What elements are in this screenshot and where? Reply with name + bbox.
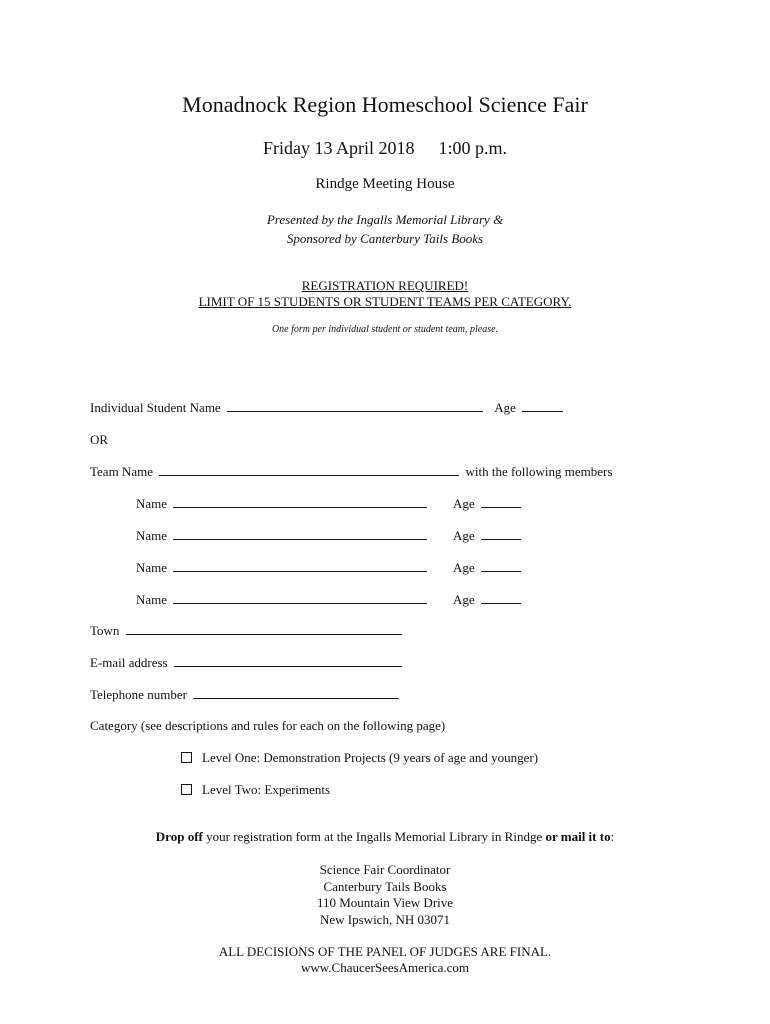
event-venue: Rindge Meeting House	[315, 176, 455, 192]
category-option[interactable]	[181, 782, 330, 798]
address-line: 110 Mountain View Drive	[316, 895, 454, 910]
email-row	[90, 655, 405, 671]
member-age-label: Age	[453, 560, 475, 575]
presented-by: Presented by the Ingalls Memorial Library &	[266, 212, 504, 227]
team-name-label: Team Name	[90, 464, 153, 479]
colon: :	[610, 829, 615, 844]
member-age	[453, 560, 524, 576]
individual-age-field[interactable]	[522, 400, 563, 412]
checkbox-level-one[interactable]	[181, 752, 192, 763]
drop-off-text: your registration form at the Ingalls Memorial Library in Rindge	[206, 829, 543, 844]
member-age-label: Age	[453, 496, 475, 511]
member-age	[453, 496, 524, 512]
address-line: Science Fair Coordinator	[319, 862, 451, 877]
mailing-address	[0, 862, 770, 928]
registration-limit: LIMIT OF 15 STUDENTS OR STUDENT TEAMS PER CATEGORY.	[198, 294, 572, 309]
member-row	[136, 560, 430, 576]
checkbox-level-two[interactable]	[181, 784, 192, 795]
member-name-label: Name	[136, 560, 168, 575]
individual-student-row	[90, 400, 566, 416]
sponsored-by: Sponsored by Canterbury Tails Books	[286, 231, 484, 246]
member-row	[136, 496, 430, 512]
one-form-note: One form per individual student or student team, please.	[271, 324, 499, 335]
town-field[interactable]	[126, 623, 402, 635]
member-name-field[interactable]	[173, 592, 427, 604]
individual-age-label: Age	[494, 400, 516, 415]
option-level-two-label: Level Two: Experiments	[202, 782, 331, 797]
phone-field[interactable]	[193, 687, 399, 699]
address-line: New Ipswich, NH 03071	[320, 911, 450, 927]
town-label: Town	[90, 623, 120, 638]
registration-required: REGISTRATION REQUIRED!	[301, 278, 469, 293]
option-level-one-label: Level One: Demonstration Projects (9 years of age and younger)	[202, 750, 539, 765]
phone-row	[90, 687, 402, 703]
drop-off-bold: Drop off	[155, 829, 203, 844]
individual-student-name-field[interactable]	[227, 400, 483, 412]
footer	[0, 944, 770, 976]
member-age-field[interactable]	[481, 496, 521, 508]
member-name-label: Name	[136, 592, 168, 607]
sponsor-block	[0, 210, 770, 248]
member-row	[136, 528, 430, 544]
member-age-field[interactable]	[481, 528, 521, 540]
member-name-field[interactable]	[173, 528, 427, 540]
drop-off-instructions	[0, 829, 770, 845]
team-suffix: with the following members	[465, 464, 613, 479]
mail-bold: or mail it to	[545, 829, 611, 844]
address-line: Canterbury Tails Books	[323, 878, 447, 894]
member-age-field[interactable]	[481, 560, 521, 572]
event-date: Friday 13 April 2018	[262, 138, 415, 158]
team-row	[90, 464, 612, 480]
member-name-label: Name	[136, 528, 168, 543]
category-label: Category (see descriptions and rules for each on the following page)	[90, 718, 446, 733]
category-option[interactable]	[181, 750, 538, 766]
email-field[interactable]	[174, 655, 402, 667]
member-name-field[interactable]	[173, 560, 427, 572]
judges-final-notice: ALL DECISIONS OF THE PANEL OF JUDGES ARE FINAL.	[218, 944, 552, 959]
registration-notice	[0, 278, 770, 310]
town-row	[90, 623, 405, 639]
member-age	[453, 592, 524, 608]
member-age	[453, 528, 524, 544]
member-name-field[interactable]	[173, 496, 427, 508]
event-time: 1:00 p.m.	[438, 138, 507, 158]
page-title: Monadnock Region Homeschool Science Fair	[182, 92, 588, 117]
team-name-field[interactable]	[159, 464, 459, 476]
phone-label: Telephone number	[90, 687, 187, 702]
event-datetime	[0, 138, 770, 159]
individual-student-label: Individual Student Name	[90, 400, 221, 415]
member-age-label: Age	[453, 592, 475, 607]
member-age-label: Age	[453, 528, 475, 543]
member-row	[136, 592, 430, 608]
or-label: OR	[90, 432, 109, 447]
member-age-field[interactable]	[481, 592, 521, 604]
website-link[interactable]: www.ChaucerSeesAmerica.com	[300, 960, 470, 975]
email-label: E-mail address	[90, 655, 168, 670]
member-name-label: Name	[136, 496, 168, 511]
